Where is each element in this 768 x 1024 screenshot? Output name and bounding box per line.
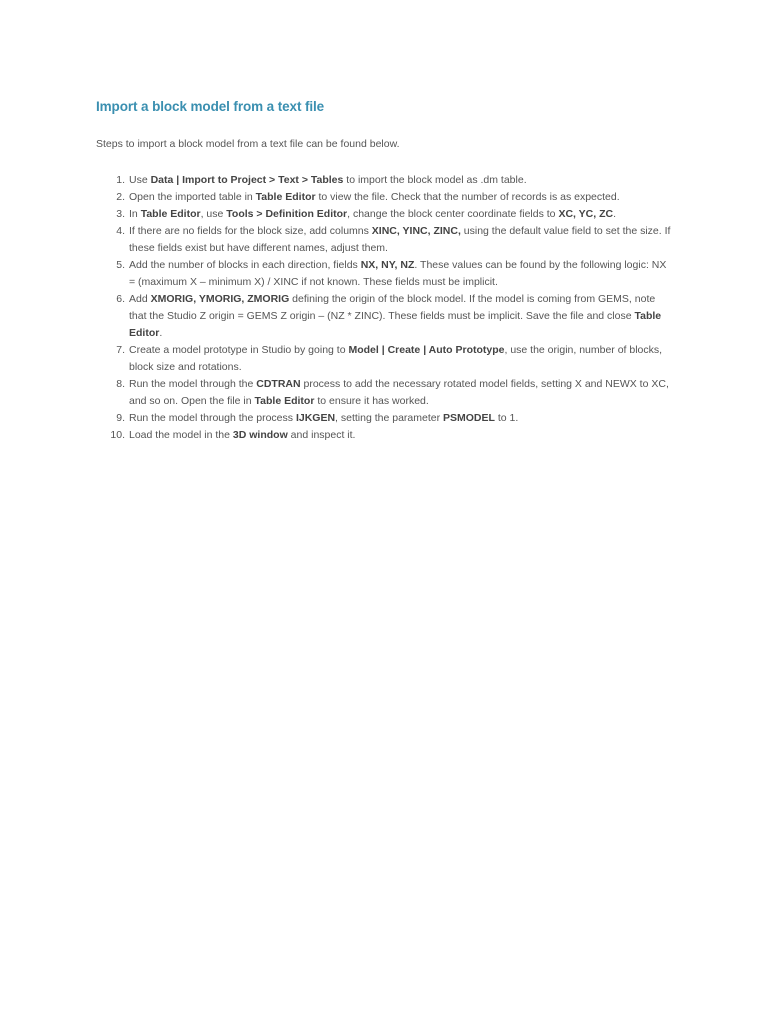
- step-text-run: . These values can be found by the following logic: NX = (maximum X – minimum X) / XINC if not known. These fields must be implicit.: [129, 259, 667, 288]
- step-text: [129, 378, 669, 407]
- step-text-run: defining the origin of the block model. If the model is coming from GEMS, note that the Studio Z origin = GEMS Z origin – (NZ * ZINC). These fields must be implicit. Save the file and close: [129, 293, 656, 322]
- step-text-run: , change the block center coordinate fields to: [347, 208, 559, 220]
- step-text-run: Add: [129, 293, 151, 305]
- step-text-bold: Table Editor: [255, 191, 316, 203]
- step-text-run: Open the imported table in: [129, 191, 256, 203]
- steps-list: [96, 172, 671, 444]
- step-text-bold: PSMODEL: [443, 412, 495, 424]
- step-text-run: .: [613, 208, 617, 220]
- step-text: [129, 412, 518, 424]
- step-number: 8.: [116, 378, 125, 390]
- step-text-bold: IJKGEN: [295, 412, 336, 424]
- step-text-run: to ensure it has worked.: [314, 395, 429, 407]
- list-item: [96, 376, 671, 410]
- step-text-run: Create a model prototype in Studio by going to: [129, 344, 349, 356]
- intro-paragraph: Steps to import a block model from a text file can be found below.: [96, 138, 400, 150]
- step-text-run: .: [159, 327, 163, 339]
- step-text: [129, 344, 662, 373]
- step-text-bold: CDTRAN: [256, 378, 301, 390]
- step-text-run: Run the model through the: [129, 378, 257, 390]
- step-text-run: , use: [200, 208, 227, 220]
- list-item: [96, 410, 671, 427]
- step-text-bold: XMORIG, YMORIG, ZMORIG: [150, 293, 290, 305]
- step-text-bold: Table Editor: [140, 208, 201, 220]
- step-text-run: to import the block model as .dm table.: [343, 174, 527, 186]
- step-number: 10.: [110, 429, 125, 441]
- step-text-run: Load the model in the: [129, 429, 233, 441]
- list-item: [96, 427, 671, 444]
- step-text-run: to view the file. Check that the number of records is as expected.: [315, 191, 620, 203]
- step-text-run: and inspect it.: [287, 429, 356, 441]
- step-number: 7.: [116, 344, 125, 356]
- page-title: Import a block model from a text file: [96, 99, 325, 114]
- step-text: [129, 225, 670, 254]
- step-number: 4.: [116, 225, 125, 237]
- list-item: [96, 206, 671, 223]
- list-item: [96, 223, 671, 257]
- step-number: 5.: [116, 259, 125, 271]
- step-number: 6.: [116, 293, 125, 305]
- step-number: 2.: [116, 191, 125, 203]
- step-text-run: to 1.: [494, 412, 519, 424]
- step-text-run: If there are no fields for the block size, add columns: [129, 225, 372, 237]
- step-text: [129, 208, 616, 220]
- step-text-run: Run the model through the process: [129, 412, 296, 424]
- step-text-run: Add the number of blocks in each direction, fields: [129, 259, 361, 271]
- step-text: [129, 429, 355, 441]
- list-item: [96, 189, 671, 206]
- step-text-bold: Model | Create | Auto Prototype: [348, 344, 505, 356]
- step-text-run: , use the origin, number of blocks, block size and rotations.: [129, 344, 663, 373]
- step-text-run: Use: [129, 174, 151, 186]
- step-text-bold: Data | Import to Project > Text > Tables: [150, 174, 344, 186]
- step-text-bold: XINC, YINC, ZINC,: [371, 225, 461, 237]
- step-text: [129, 259, 666, 288]
- step-text-bold: 3D window: [232, 429, 288, 441]
- list-item: [96, 342, 671, 376]
- step-text-run: In: [129, 208, 141, 220]
- step-number: 9.: [116, 412, 125, 424]
- step-number: 1.: [116, 174, 125, 186]
- step-text-bold: Table Editor: [254, 395, 315, 407]
- list-item: [96, 257, 671, 291]
- step-text-run: , setting the parameter: [335, 412, 444, 424]
- step-text-run: process to add the necessary rotated model fields, setting X and NEWX to XC, and so on. Open the file in: [129, 378, 669, 407]
- step-text-bold: Tools > Definition Editor: [226, 208, 348, 220]
- step-text-run: using the default value field to set the size. If these fields exist but have different names, adjust them.: [129, 225, 671, 254]
- step-text: [129, 191, 620, 203]
- step-text-bold: NX, NY, NZ: [360, 259, 415, 271]
- step-text-bold: XC, YC, ZC: [558, 208, 614, 220]
- step-text-bold: Table Editor: [129, 310, 662, 339]
- step-text: [129, 293, 661, 339]
- step-number: 3.: [116, 208, 125, 220]
- step-text: [129, 174, 527, 186]
- list-item: [96, 291, 671, 342]
- list-item: [96, 172, 671, 189]
